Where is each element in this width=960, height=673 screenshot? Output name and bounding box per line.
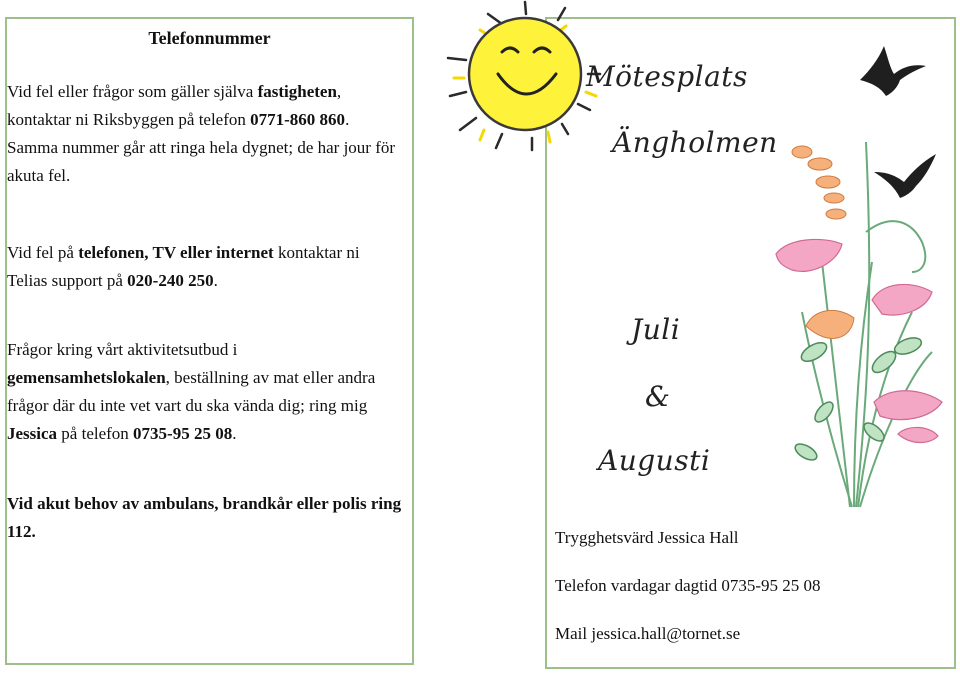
bold-text: fastigheten xyxy=(257,82,337,101)
bold-name: Jessica xyxy=(7,424,58,443)
phone-number: 0735-95 25 08 xyxy=(133,424,233,443)
paragraph-telia xyxy=(7,239,403,295)
page-subtitle: Ängholmen xyxy=(612,126,778,159)
swallow-icon xyxy=(856,40,928,98)
text: på telefon xyxy=(57,424,134,443)
contact-name: Trygghetsvärd Jessica Hall xyxy=(555,528,739,547)
text: Vid fel på xyxy=(7,243,79,262)
contact-email: Mail jessica.hall@tornet.se xyxy=(555,624,741,643)
month-july: Juli xyxy=(631,313,681,346)
phone-number: 0771-860 860 xyxy=(250,110,346,129)
page-title: Mötesplats xyxy=(586,60,748,93)
text: . xyxy=(232,424,237,443)
contact-phone: Telefon vardagar dagtid 0735-95 25 08 xyxy=(555,576,821,595)
paragraph-fastigheten xyxy=(7,78,403,190)
phone-number: 020-240 250 xyxy=(127,271,214,290)
paragraph-emergency: Vid akut behov av ambulans, brandkår eller polis ring 112. xyxy=(7,494,402,541)
paragraph-activities xyxy=(7,336,403,448)
text: kontaktar ni Telias support på xyxy=(7,243,360,290)
text: . xyxy=(213,271,218,290)
text: , beställning av mat eller andra frågor där du inte vet vart du ska vända dig; ring mig xyxy=(7,368,376,415)
sun-icon xyxy=(440,0,610,160)
text: . Samma nummer går att ringa hela dygnet; de har jour för akuta fel. xyxy=(7,110,396,185)
flower-bouquet-icon xyxy=(762,112,958,512)
month-august: Augusti xyxy=(598,444,711,477)
text: Frågor kring vårt aktivitetsutbud i xyxy=(7,340,238,359)
bold-text: telefonen, TV eller internet xyxy=(78,243,274,262)
text: , kontaktar ni Riksbyggen på telefon xyxy=(7,82,342,129)
panel-title: Telefonnummer xyxy=(148,28,271,48)
text: Vid fel eller frågor som gäller själva xyxy=(7,82,258,101)
bold-text: gemensamhetslokalen xyxy=(7,368,166,387)
ampersand: & xyxy=(645,380,671,413)
